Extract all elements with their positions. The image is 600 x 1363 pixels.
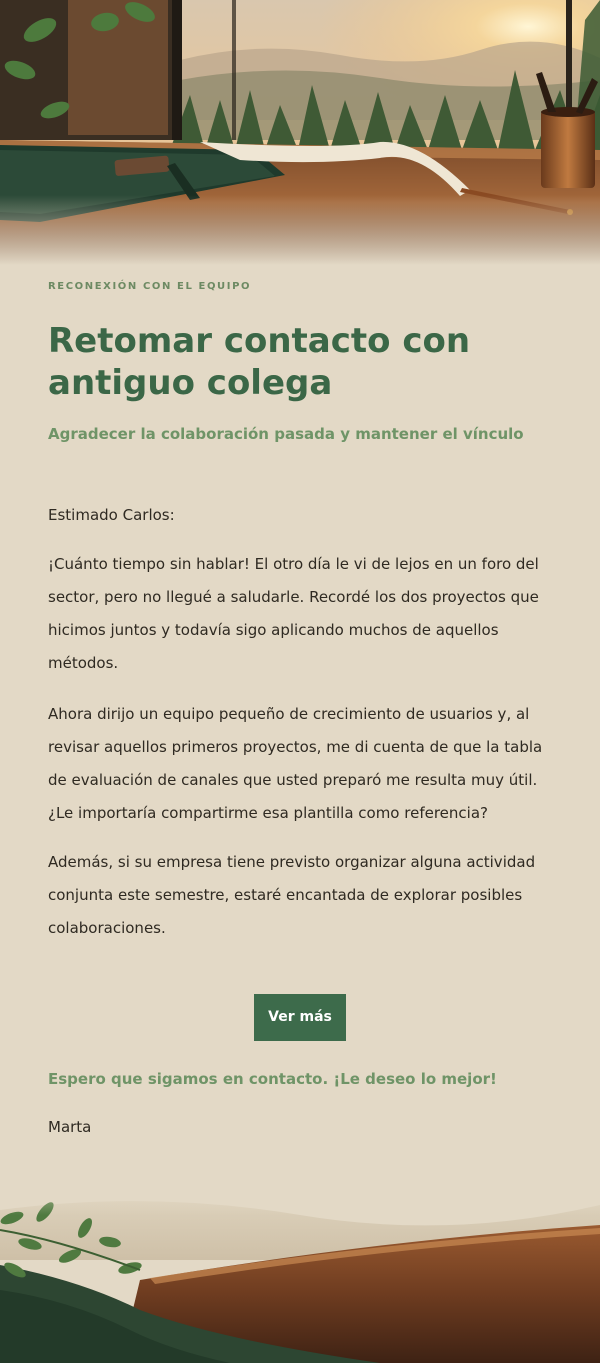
closing-line: Espero que sigamos en contacto. ¡Le deseo lo mejor!: [48, 1070, 497, 1088]
eyebrow-label: RECONEXIÓN CON EL EQUIPO: [48, 281, 252, 292]
signature: Marta: [48, 1118, 92, 1136]
ver-mas-button[interactable]: Ver más: [254, 994, 346, 1041]
header-image: [0, 0, 600, 265]
paragraph-1: ¡Cuánto tiempo sin hablar! El otro día le vi de lejos en un foro del sector, pero no llegué a saludarle. Recordé los dos proyectos que hicimos juntos y todavía sigo aplicando muchos de aquellos métodos.: [48, 555, 539, 672]
paragraph-2: Ahora dirijo un equipo pequeño de crecimiento de usuarios y, al revisar aquellos primeros proyectos, me di cuenta de que la tabla de evaluación de canales que usted preparó me resulta muy útil. ¿Le importaría compartirme esa plantilla como referencia?: [48, 705, 543, 822]
footer-image: [0, 1170, 600, 1363]
email-title: Retomar contacto con antiguo colega: [48, 321, 471, 403]
email-subtitle: Agradecer la colaboración pasada y mantener el vínculo: [48, 425, 524, 443]
paragraph-3: Además, si su empresa tiene previsto organizar alguna actividad conjunta este semestre, estaré encantada de explorar posibles colaboraciones.: [48, 853, 536, 937]
cta-container: [48, 994, 552, 1041]
greeting: Estimado Carlos:: [48, 506, 175, 524]
